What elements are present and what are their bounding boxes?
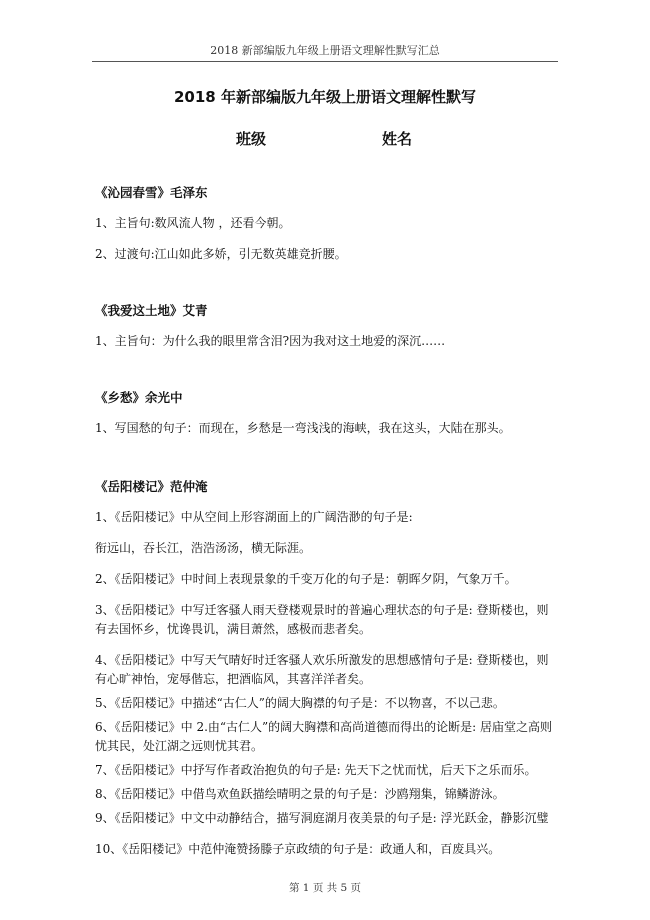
header-divider [92,61,558,62]
section-qinyuanchun [95,184,555,264]
list-item: 7、《岳阳楼记》中抒写作者政治抱负的句子是: 先天下之忧而忧，后天下之乐而乐。 [95,763,537,777]
list-item: 1、写国愁的句子：而现在，乡愁是一弯浅浅的海峡，我在这头，大陆在那头。 [95,421,511,435]
list-item: 9、《岳阳楼记》中文中动静结合，描写洞庭湖月夜美景的句子是: 浮光跃金，静影沉璧 [95,811,549,825]
list-item: 6、《岳阳楼记》中 2.由“古仁人”的阔大胸襟和高尚道德而得出的论断是: 居庙堂之高则忧其民，处江湖之远则忧其君。 [95,720,553,753]
section-heading: 《沁园春雪》毛泽东 [95,185,208,200]
list-item: 1、《岳阳楼记》中从空间上形容湖面上的广阔浩渺的句子是: [95,510,413,524]
list-item: 衔远山，吞长江，浩浩汤汤，横无际涯。 [95,541,312,555]
section-wo-ai-zhe-tudi [95,302,555,351]
name-label: 姓名 [382,130,413,148]
list-item: 10、《岳阳楼记》中范仲淹赞扬滕子京政绩的句子是：政通人和，百废具兴。 [95,842,501,856]
list-item: 2、《岳阳楼记》中时间上表现景象的千变万化的句子是：朝晖夕阴，气象万千。 [95,572,517,586]
section-xiangchou [95,389,555,438]
page-footer: 第 1 页 共 5 页 [288,882,362,894]
list-item: 2、过渡句:江山如此多娇，引无数英雄竞折腰。 [95,247,347,261]
content [95,184,555,871]
running-header: 2018 新部编版九年级上册语文理解性默写汇总 [210,44,440,57]
document-title: 2018 年新部编版九年级上册语文理解性默写 [174,88,476,106]
section-heading: 《岳阳楼记》范仲淹 [95,479,208,494]
section-heading: 《我爱这土地》艾青 [95,303,208,318]
list-item: 8、《岳阳楼记》中借鸟欢鱼跃描绘晴明之景的句子是：沙鸥翔集，锦鳞游泳。 [95,787,505,801]
list-item: 4、《岳阳楼记》中写天气晴好时迁客骚人欢乐所激发的思想感情句子是: 登斯楼也，则有心旷神怡，宠辱偕忘，把酒临风，其喜洋洋者矣。 [95,653,549,686]
list-item: 1、主旨句：为什么我的眼里常含泪?因为我对这土地爱的深沉…… [95,334,446,348]
list-item: 1、主旨句:数风流人物 ，还看今朝。 [95,216,291,230]
section-heading: 《乡愁》余光中 [95,390,183,405]
list-item: 3、《岳阳楼记》中写迁客骚人雨天登楼观景时的普遍心理状态的句子是: 登斯楼也，则有去国怀乡，忧谗畏讥，满目萧然，感极而悲者矣。 [95,603,549,636]
section-yueyanglou-ji [95,478,555,859]
class-label: 班级 [236,130,267,148]
list-item: 5、《岳阳楼记》中描述“古仁人”的阔大胸襟的句子是：不以物喜，不以己悲。 [95,696,505,710]
